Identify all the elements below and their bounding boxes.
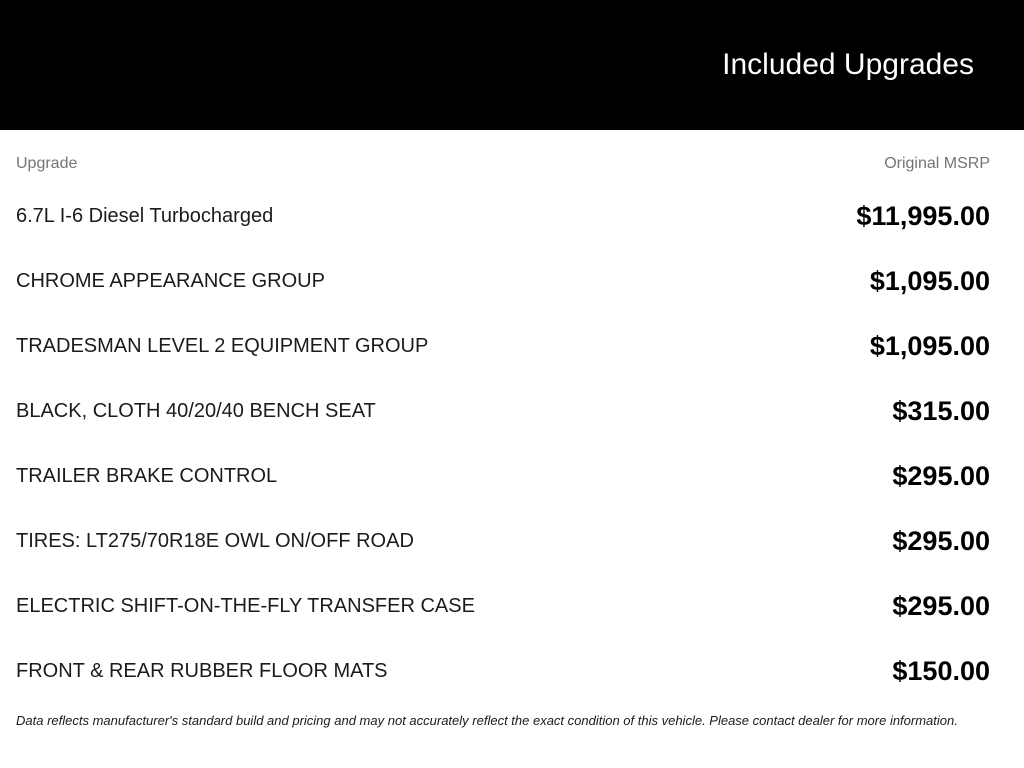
upgrade-msrp: $295.00 [892, 591, 990, 621]
column-header-upgrade: Upgrade [16, 155, 78, 172]
disclaimer-text: Data reflects manufacturer's standard build and pricing and may not accurately reflect the exact condition of this vehicle. Please contact dealer for more information. [16, 713, 958, 728]
upgrade-name: 6.7L I-6 Diesel Turbocharged [16, 205, 274, 227]
upgrade-name: TRAILER BRAKE CONTROL [16, 465, 278, 487]
column-header-original-msrp: Original MSRP [884, 155, 990, 172]
upgrades-panel [0, 130, 1024, 729]
upgrade-name: TIRES: LT275/70R18E OWL ON/OFF ROAD [16, 530, 414, 552]
table-row [16, 249, 990, 314]
page-title: Included Upgrades [722, 48, 974, 81]
upgrade-msrp: $150.00 [892, 656, 990, 686]
upgrade-name: TRADESMAN LEVEL 2 EQUIPMENT GROUP [16, 335, 429, 357]
table-row [16, 639, 990, 704]
table-header-row [16, 156, 990, 172]
upgrades-list [16, 184, 990, 704]
table-row [16, 509, 990, 574]
upgrade-msrp: $1,095.00 [869, 266, 990, 296]
table-row [16, 379, 990, 444]
included-upgrades-header [0, 0, 1024, 130]
table-row [16, 184, 990, 249]
upgrade-msrp: $295.00 [892, 526, 990, 556]
upgrade-msrp: $11,995.00 [856, 201, 990, 231]
table-row [16, 574, 990, 639]
table-row [16, 314, 990, 379]
upgrade-msrp: $295.00 [892, 461, 990, 491]
upgrade-msrp: $315.00 [892, 396, 990, 426]
upgrade-name: CHROME APPEARANCE GROUP [16, 270, 325, 292]
table-row [16, 444, 990, 509]
upgrade-name: BLACK, CLOTH 40/20/40 BENCH SEAT [16, 400, 376, 422]
upgrade-name: ELECTRIC SHIFT-ON-THE-FLY TRANSFER CASE [16, 595, 475, 617]
upgrade-name: FRONT & REAR RUBBER FLOOR MATS [16, 660, 388, 682]
upgrade-msrp: $1,095.00 [869, 331, 990, 361]
